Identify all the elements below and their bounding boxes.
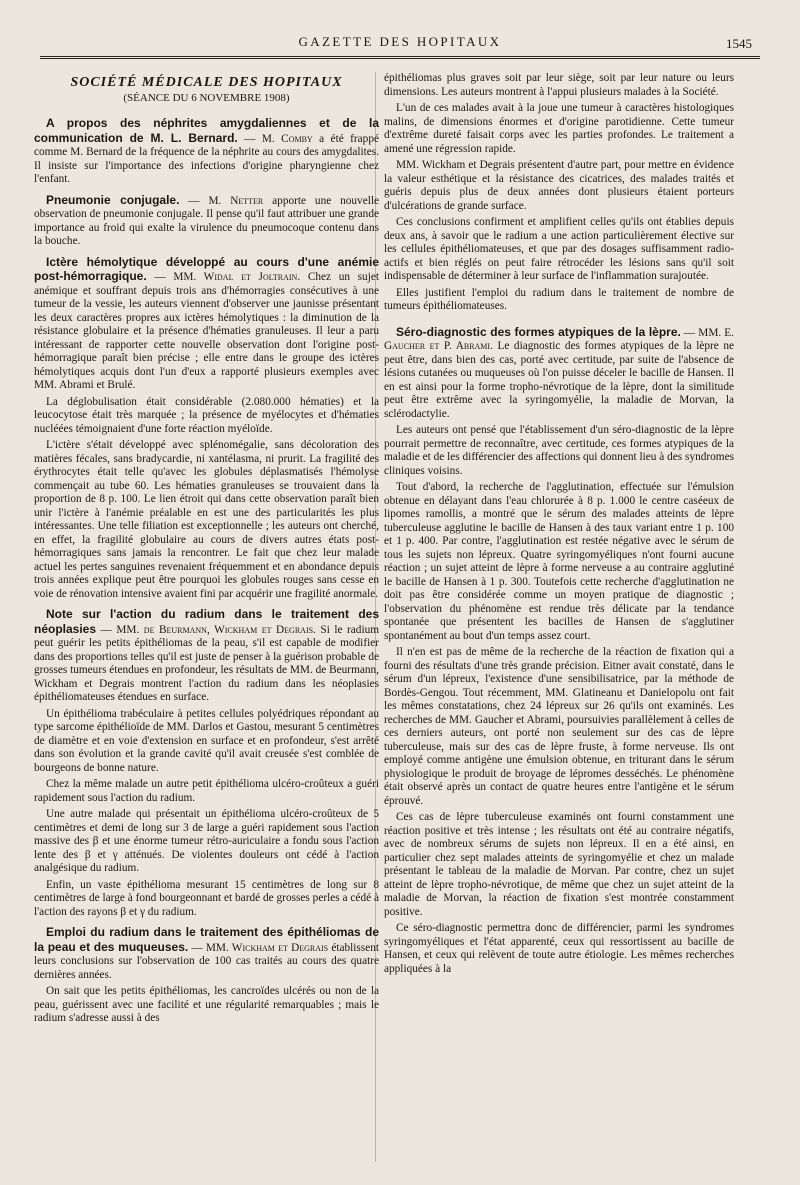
paragraph: épithéliomas plus graves soit par leur siège, soit par leur nature ou leurs dimensions. Les auteurs montrent à l'appui plusieurs malades à la Société. [384, 72, 734, 98]
section-heading: Séro-diagnostic des formes atypiques de la lèpre. [396, 324, 681, 339]
session-date: (SÉANCE DU 6 NOVEMBRE 1908) [123, 91, 290, 104]
paragraph: Les auteurs ont pensé que l'établissement d'un séro-diagnostic de la lèpre pourrait permettre de reconnaître, avec certitude, ces formes atypiques de la maladie et de les différencier des affections qui donnent lieu à des syndromes cliniques voisins. [384, 424, 734, 477]
section-nephrites [34, 117, 379, 187]
page-number: 1545 [726, 36, 752, 51]
section-heading: Emploi du radium dans le traitement des épithéliomas de la peau et des muqueuses. [34, 925, 379, 954]
section-text: établissent leurs conclusions sur l'observation de 100 cas traités au cours des quatre dernières années. [34, 941, 380, 981]
section-heading: Pneumonie conjugale. [46, 192, 180, 207]
section-text: Chez un sujet anémique et souffrant depuis trois ans d'hémorragies consécutives à une tumeur de la vessie, les auteurs viennent d'observer une jaunisse présentant les deux caractères propres aux ictères hémolytiques : la diminution de la résistance globulaire et la présence d'hématies granuleuses. Il leur a paru intéressant de rapporter cette nouvelle observation dont l'origine post-hémorragique paraît bien précise ; elle entre dans le groupe des ictères hémolytiques acquis dont l'un d'eux a rapporté plusieurs exemples avec MM. Abrami et Brulé. [34, 271, 379, 391]
paragraph: Il n'en est pas de même de la recherche de la réaction de fixation qui a fourni des résultats d'une très grande précision. Eitner avait constaté, dans le sérum d'un lépreux, l'existence d'une sensibilisatrice, par la méthode de Bordès-Gengou. Tout récemment, MM. Glatineanu et Danielopolu ont fait les mêmes constatations, chez 24 lépreux sur 26 qu'ils ont examinés. Les recherches de MM. Gaucher et Abrami, poursuivies parallèlement à celles de ces derniers auteurs, ont porté non seulement sur des cas de lèpre tuberculeuse, mais sur des cas de lèpre fruste, à forme nerveuse. Ils ont employé comme antigène une émulsion obtenue, en triturant dans le sérum physiologique le produit de broyage de lépromes desséchés. Le phénomène était observé après un contact de quatre heures entre l'antigène et le sérum éprouvé. [384, 646, 734, 807]
paragraph: Elles justifient l'emploi du radium dans le traitement de nombre de tumeurs épithéliomateuses. [384, 286, 734, 312]
paragraph: Ces cas de lèpre tuberculeuse examinés ont fourni constamment une réaction positive et très intense ; les résultats ont été au contraire négatifs, avec de nombreux sérums de sujets non lépreux. Il en a été ainsi, en particulier chez sept malades atteints de syringomyélie et chez un malade présentant le tableau de la maladie de Morvan. Par contre, chez un sujet atteint de lèpre tropho-névrotique, de même que chez un sujet atteint de la maladie de Morvan, la réaction de fixation s'est montrée constamment positive. [384, 811, 734, 918]
section-heading: Ictère hémolytique développé au cours d'une anémie post-hémorragique. [34, 254, 379, 283]
section-text: apporte une nouvelle observation de pneumonie conjugale. Il pense qu'il faut attribuer une grande importance au froid qui exalte la virulence du pneumocoque contenu dans la bouche. [34, 194, 380, 247]
paragraph: Une autre malade qui présentait un épithélioma ulcéro-croûteux de 5 centimètres et demi de long sur 3 de large a guéri rapidement sous l'action massive des β et une énorme tumeur rétro-auriculaire a fondu sous l'action lente des β et γ atténués. De violentes douleurs ont cédé à l'action analgésique du radium. [34, 808, 379, 874]
society-title: SOCIÉTÉ MÉDICALE DES HOPITAUX [70, 75, 343, 90]
paragraph: La déglobulisation était considérable (2.080.000 hématies) et la leucocytose était très marquée ; la présence de myélocytes et d'hématies nucléées témoignaient d'une forte réaction myéloïde. [34, 395, 379, 435]
paragraph: On sait que les petits épithéliomas, les cancroïdes ulcérés ou non de la peau, guérissent avec une facilité et une régularité remarquables ; mais le radium s'adresse aussi à des [34, 985, 379, 1024]
section-authors: — MM. E. Gaucher et P. Abrami. [384, 326, 734, 352]
section-sero-diagnostic [384, 326, 734, 977]
running-header [40, 34, 760, 59]
section-heading: Note sur l'action du radium dans le traitement des néoplasies [34, 607, 379, 636]
section-ictere [34, 256, 379, 602]
journal-title: GAZETTE DES HOPITAUX [298, 34, 502, 49]
section-pneumonie [34, 194, 379, 249]
section-radium-neoplasies [34, 608, 379, 919]
paragraph: Enfin, un vaste épithélioma mesurant 15 centimètres de long sur 8 centimètres de large à fond bourgeonnant et bardé de grosses perles a cédé à l'action des rayons β et γ du radium. [34, 878, 379, 918]
section-authors: — MM. Widal et Joltrain. [146, 271, 301, 283]
paragraph: Ces conclusions confirment et amplifient celles qu'ils ont établies depuis deux ans, à savoir que le radium a une action particulièrement élective sur les cellules épithéliomateuses, et que par des dosages suffisamment radio-actifs et bien réglés on peut faire rétrocéder les lésions sans qu'il soit indispensable de déterminer à leur surface de l'inflammation surajoutée. [384, 216, 734, 282]
paragraph: MM. Wickham et Degrais présentent d'autre part, pour mettre en évidence la valeur esthétique et la résistance des cicatrices, des malades traités et guéris depuis plus de deux années dont plusieurs étaient porteurs d'ulcérations de grande surface. [384, 159, 734, 212]
paragraph: Un épithélioma trabéculaire à petites cellules polyédriques répondant au type sarcome épithélioïde de MM. Darlos et Gastou, mesurant 5 centimètres de diamètre et en voie d'extension en surface et en profondeur, s'est arrêté dans son évolution et la grande cavité qu'il avait creusée s'est comblée de bourgeons de bonne nature. [34, 707, 379, 774]
section-authors: — M. Netter [179, 194, 264, 207]
paragraph: Chez la même malade un autre petit épithélioma ulcéro-croûteux a guéri rapidement sous l'action du radium. [34, 778, 379, 804]
section-authors: — MM. de Beurmann, Wickham et Degrais. [96, 623, 316, 636]
section-authors: — MM. Wickham et Degrais [188, 941, 329, 954]
section-text: a été frappé comme M. Bernard de la fréquence de la néphrite au cours des amygdalites. Il insiste sur l'importance des infections d'origine pharyngienne chez l'enfant. [34, 132, 379, 185]
right-column [384, 72, 734, 979]
left-column [34, 72, 379, 1029]
section-text: Le diagnostic des formes atypiques de la lèpre ne peut être, dans bien des cas, porté avec certitude, par suite de l'absence de lésions cutanées ou muqueuses où l'on puisse déceler le bacille de Hansen. Il en est ainsi pour la forme tropho-névrotique de la lèpre, dont la similitude peut être extrême avec la syringomyélie, la maladie de Morvan, la sclérodactylie. [384, 340, 734, 420]
section-text: Si le radium peut guérir les petits épithéliomas de la peau, s'il est capable de modifier dans des proportions telles qu'il est juste de penser à la guérison probable de grosses tumeurs étendues en profondeur, les résultats de MM. de Beurmann, Wickham et Degrais montrent l'action du radium dans les néoplasies épithéliomateuses étendues en surface. [34, 623, 380, 703]
paragraph: Tout d'abord, la recherche de l'agglutination, effectuée sur l'émulsion obtenue en délayant dans l'eau chlorurée à 8 p. 1.000 le centre caséeux de lipomes ramollis, a montré que le sérum des malades atteints de lèpre tuberculeuse agglutine le bacille de Hansen à des taux variant entre 1 p. 100 et 1 p. 400. Par contre, l'agglutination est restée négative avec le sérum de tous les sujets non lépreux. Quatre syringomyéliques n'ont fourni aucune réaction ; un sujet atteint de lèpre à forme nerveuse a au contraire agglutiné le bacille de Hansen à 1 p. 300. Toutefois cette recherche d'agglutination ne doit pas être considérée comme un moyen pratique de diagnostic ; l'observation du phénomène est rendue très délicate par la tendance spontanée que présentent les bacilles de Hansen de s'agglutiner spontanément au bout d'un temps assez court. [384, 481, 734, 642]
section-authors: — M. Comby [237, 132, 313, 145]
section-radium-epitheliomas [34, 926, 379, 1026]
paragraph: L'ictère s'était développé avec splénomégalie, sans décoloration des matières fécales, sans bradycardie, ni xantélasma, ni prurit. La fragilité des érythrocytes était telle qu'avec les globules déplasmatisés l'hémolyse commençait au tube 60. Les hématies granuleuses se trouvaient dans la proportion de 8 p. 100. Le lien étroit qui dans cette observation paraît bien unir l'ictère à l'anémie préalable en est une des particularités les plus intéressantes. Une telle filiation est exceptionnelle ; les auteurs ont cherché, en effet, la fragilité globulaire au cours de divers autres états post-hémorragiques sans jamais la rencontrer. Le fait que chez leur malade actuel les pertes sanguines revenaient fréquemment et en abondance depuis trois années explique peut être pourquoi les globules rouges sans cesse en voie de rénovation intensive avaient fini par acquérir une fragilité anormale. [34, 439, 379, 600]
paragraph: Ce séro-diagnostic permettra donc de différencier, parmi les syndromes syringomyéliques et l'état apparenté, ceux qui ressortissent au bacille de Hansen, et ceux qui relèvent de toute autre étiologie. Les mêmes recherches appliquées à la [384, 922, 734, 975]
section-heading: A propos des néphrites amygdaliennes et de la communication de M. L. Bernard. [34, 116, 379, 145]
paragraph: L'un de ces malades avait à la joue une tumeur à caractères histologiques malins, de dimensions énormes et d'origine parotidienne. Cette tumeur d'extrême dureté faisait corps avec les parties profondes. Le traitement a amené une régression rapide. [384, 102, 734, 155]
